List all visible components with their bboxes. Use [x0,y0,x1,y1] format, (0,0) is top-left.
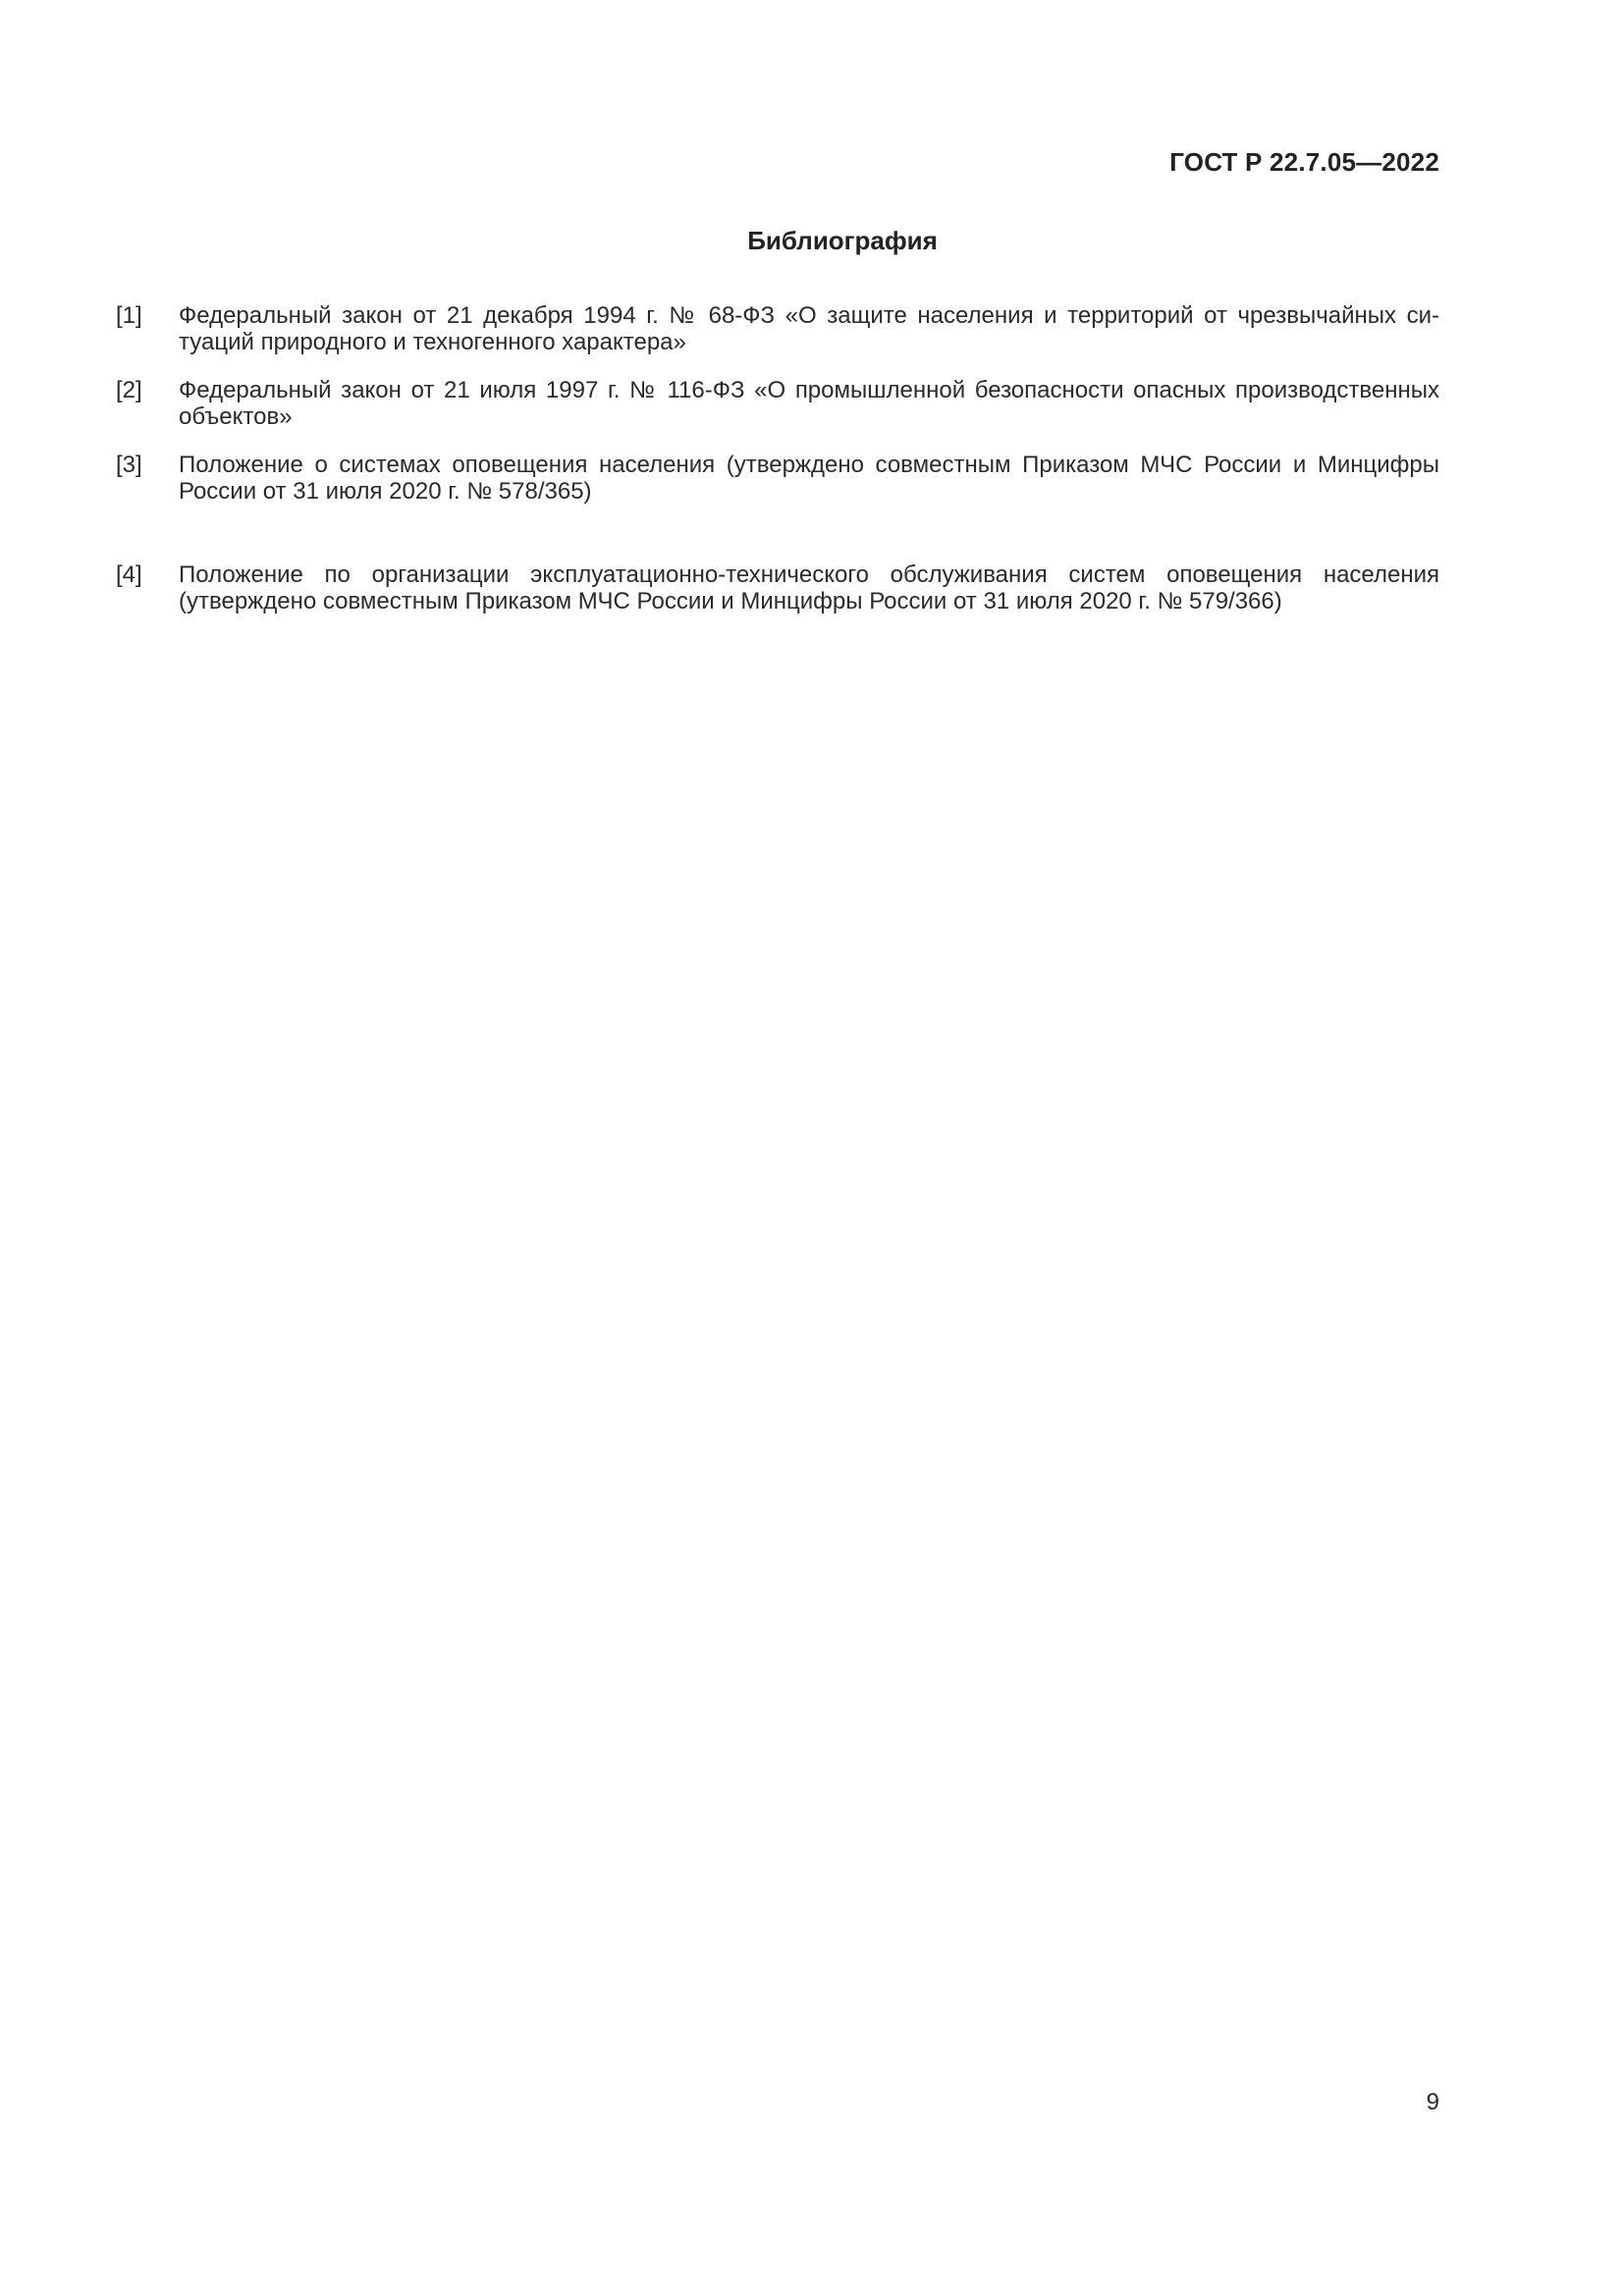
entry-text: Положение по организации эксплуатационно-технического обслуживания систем оповещения населения (утверждено совместным Приказом МЧС России и Минцифры России от 31 июля 2020 г. № 579/366) [179,561,1439,614]
entry-text: Федеральный закон от 21 июля 1997 г. № 116-ФЗ «О промышленной безопасности опасных производственных объектов» [179,377,1439,430]
entry-text: Федеральный закон от 21 декабря 1994 г. № 68-ФЗ «О защите населения и территорий от чрезвычайных ситуаций природного и техногенного характера» [179,302,1439,355]
bibliography-entry [116,561,1439,614]
bibliography-entry [116,377,1439,430]
entry-number: [4] [116,561,142,588]
entry-number: [3] [116,452,142,478]
page-number: 9 [1426,2089,1439,2115]
bibliography-list [116,302,1439,614]
bibliography-entry [116,452,1439,505]
entry-number: [2] [116,377,142,403]
entry-number: [1] [116,302,142,329]
bibliography-entry [116,302,1439,355]
section-title: Библиография [747,226,938,255]
standard-code: ГОСТ Р 22.7.05—2022 [1169,147,1439,177]
entry-text: Положение о системах оповещения населения (утверждено совместным Приказом МЧС России и Минцифры России от 31 июля 2020 г. № 578/365) [179,452,1439,505]
